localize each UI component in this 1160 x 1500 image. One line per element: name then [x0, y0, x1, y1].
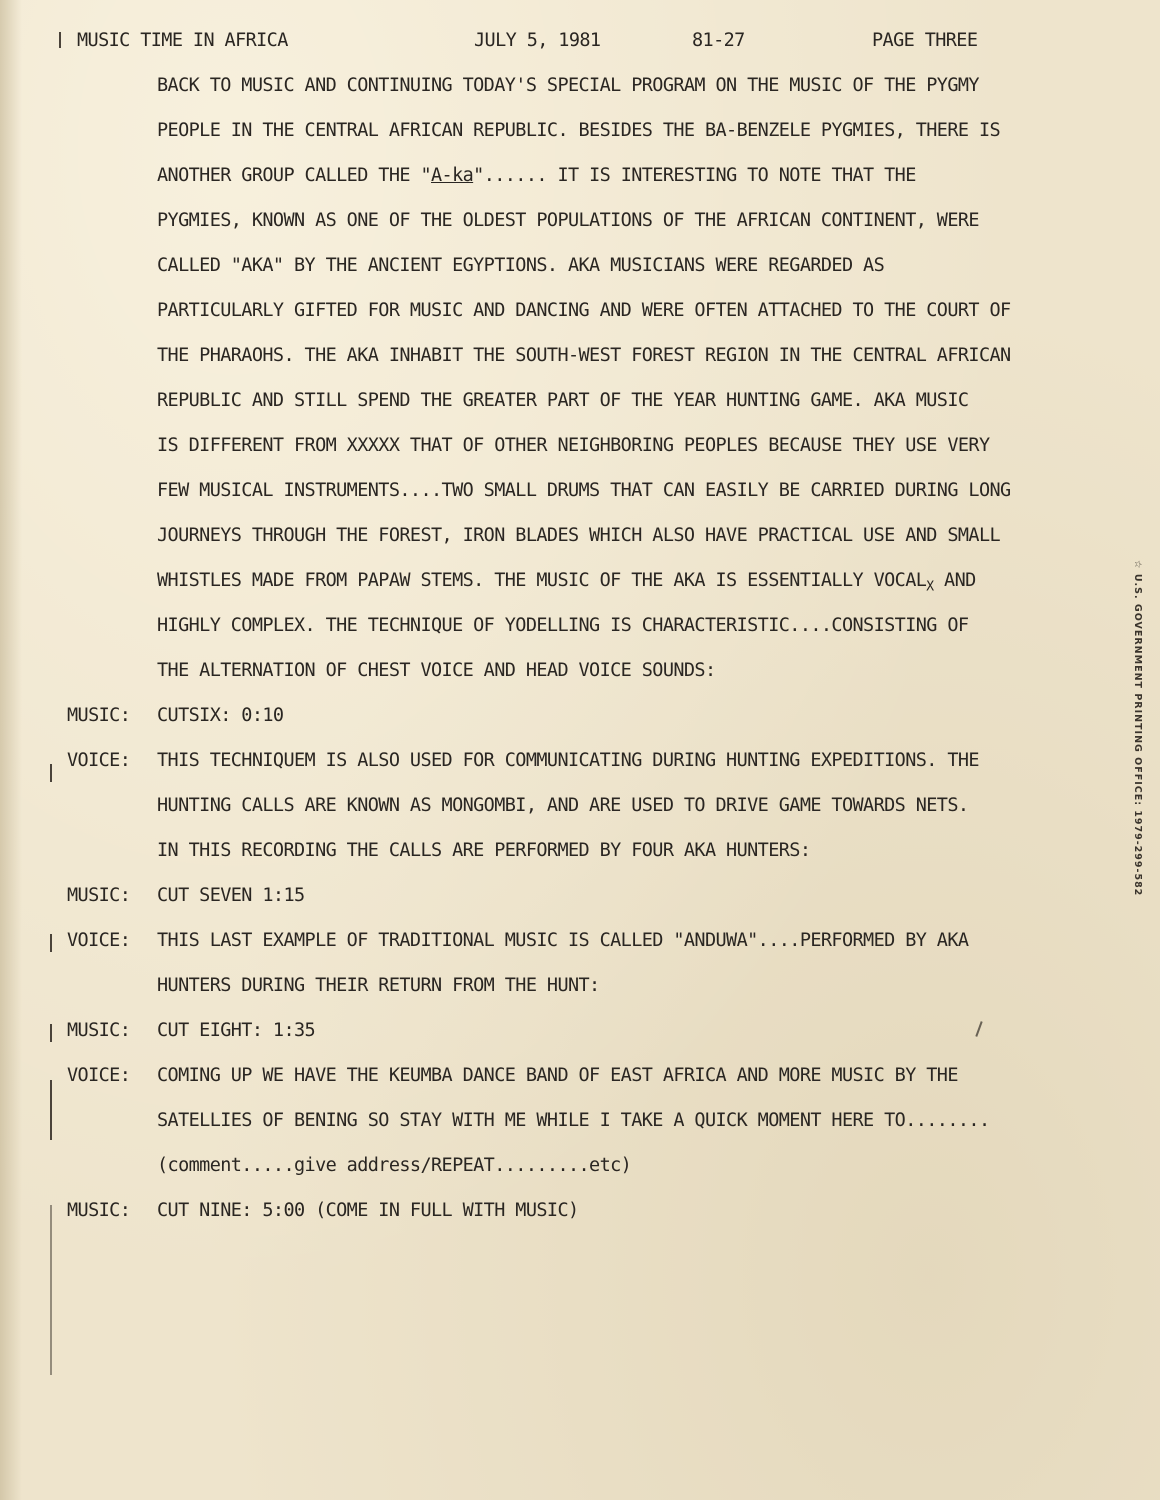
body-line: PYGMIES, KNOWN AS ONE OF THE OLDEST POPULATIONS OF THE AFRICAN CONTINENT, WERE — [157, 210, 979, 231]
cue-text: HUNTERS DURING THEIR RETURN FROM THE HUNT: — [157, 975, 600, 996]
header-date: JULY 5, 1981 — [474, 30, 601, 51]
body-line: PARTICULARLY GIFTED FOR MUSIC AND DANCING AND WERE OFTEN ATTACHED TO THE COURT OF — [157, 300, 1011, 321]
body-line: WHISTLES MADE FROM PAPAW STEMS. THE MUSIC OF THE AKA IS ESSENTIALLY $VOCAL_X$ AND — [157, 570, 976, 595]
cue-text: HUNTING CALLS ARE KNOWN AS MONGOMBI, AND ARE USED TO DRIVE GAME TOWARDS NETS. — [157, 795, 969, 816]
cue-label-voice: VOICE: — [67, 750, 131, 771]
body-line: THE PHARAOHS. THE AKA INHABIT THE SOUTH-WEST FOREST REGION IN THE CENTRAL AFRICAN — [157, 345, 1011, 366]
body-line: JOURNEYS THROUGH THE FOREST, IRON BLADES WHICH ALSO HAVE PRACTICAL USE AND SMALL — [157, 525, 1001, 546]
cue-text: SATELLIES OF BENING SO STAY WITH ME WHILE I TAKE A QUICK MOMENT HERE TO........ — [157, 1110, 990, 1131]
header-page: PAGE THREE — [872, 30, 978, 51]
body-line: THE ALTERNATION OF CHEST VOICE AND HEAD VOICE SOUNDS: — [157, 660, 716, 681]
pencil-mark — [975, 1021, 982, 1037]
margin-mark — [50, 1024, 52, 1042]
page-header — [0, 29, 1160, 55]
cue-text: CUTSIX: 0:10 — [157, 705, 284, 726]
margin-mark — [59, 32, 61, 48]
cue-text: CUT NINE: 5:00 (COME IN FULL WITH MUSIC) — [157, 1200, 579, 1221]
cue-text: COMING UP WE HAVE THE KEUMBA DANCE BAND OF EAST AFRICA AND MORE MUSIC BY THE — [157, 1065, 958, 1086]
underlined-term: A-ka — [431, 165, 474, 186]
margin-mark — [50, 934, 52, 952]
cue-text: (comment.....give address/REPEAT.........etc) — [157, 1155, 632, 1176]
body-line: BACK TO MUSIC AND CONTINUING TODAY'S SPECIAL PROGRAM ON THE MUSIC OF THE PYGMY — [157, 75, 979, 96]
government-printing-imprint: ☆ U.S. GOVERNMENT PRINTING OFFICE: 1979-299-582 — [1132, 560, 1143, 897]
cue-label-music: MUSIC: — [67, 885, 131, 906]
cue-label-music: MUSIC: — [67, 1200, 131, 1221]
margin-mark — [50, 1205, 52, 1375]
body-line: PEOPLE IN THE CENTRAL AFRICAN REPUBLIC. BESIDES THE BA-BENZELE PYGMIES, THERE IS — [157, 120, 1001, 141]
cue-label-voice: VOICE: — [67, 1065, 131, 1086]
body-line: IS DIFFERENT FROM XXXXX THAT OF OTHER NEIGHBORING PEOPLES BECAUSE THEY USE VERY — [157, 435, 990, 456]
page-edge-shadow — [0, 0, 22, 1500]
body-line: ANOTHER GROUP CALLED THE "A-ka"...... IT IS INTERESTING TO NOTE THAT THE — [157, 165, 916, 186]
margin-mark — [50, 1080, 52, 1140]
cue-text: THIS TECHNIQUEM IS ALSO USED FOR COMMUNICATING DURING HUNTING EXPEDITIONS. THE — [157, 750, 979, 771]
body-line: REPUBLIC AND STILL SPEND THE GREATER PART OF THE YEAR HUNTING GAME. AKA MUSIC — [157, 390, 969, 411]
cue-label-music: MUSIC: — [67, 705, 131, 726]
cue-text: THIS LAST EXAMPLE OF TRADITIONAL MUSIC IS CALLED "ANDUWA"....PERFORMED BY AKA — [157, 930, 969, 951]
body-line: CALLED "AKA" BY THE ANCIENT EGYPTIONS. AKA MUSICIANS WERE REGARDED AS — [157, 255, 885, 276]
cue-text: CUT EIGHT: 1:35 — [157, 1020, 316, 1041]
cue-text: CUT SEVEN 1:15 — [157, 885, 305, 906]
header-program: MUSIC TIME IN AFRICA — [77, 30, 288, 51]
body-line: FEW MUSICAL INSTRUMENTS....TWO SMALL DRUMS THAT CAN EASILY BE CARRIED DURING LONG — [157, 480, 1011, 501]
cue-label-voice: VOICE: — [67, 930, 131, 951]
cue-text: IN THIS RECORDING THE CALLS ARE PERFORMED BY FOUR AKA HUNTERS: — [157, 840, 811, 861]
margin-mark — [50, 764, 52, 782]
header-number: 81-27 — [692, 30, 745, 51]
cue-label-music: MUSIC: — [67, 1020, 131, 1041]
body-line: HIGHLY COMPLEX. THE TECHNIQUE OF YODELLING IS CHARACTERISTIC....CONSISTING OF — [157, 615, 969, 636]
